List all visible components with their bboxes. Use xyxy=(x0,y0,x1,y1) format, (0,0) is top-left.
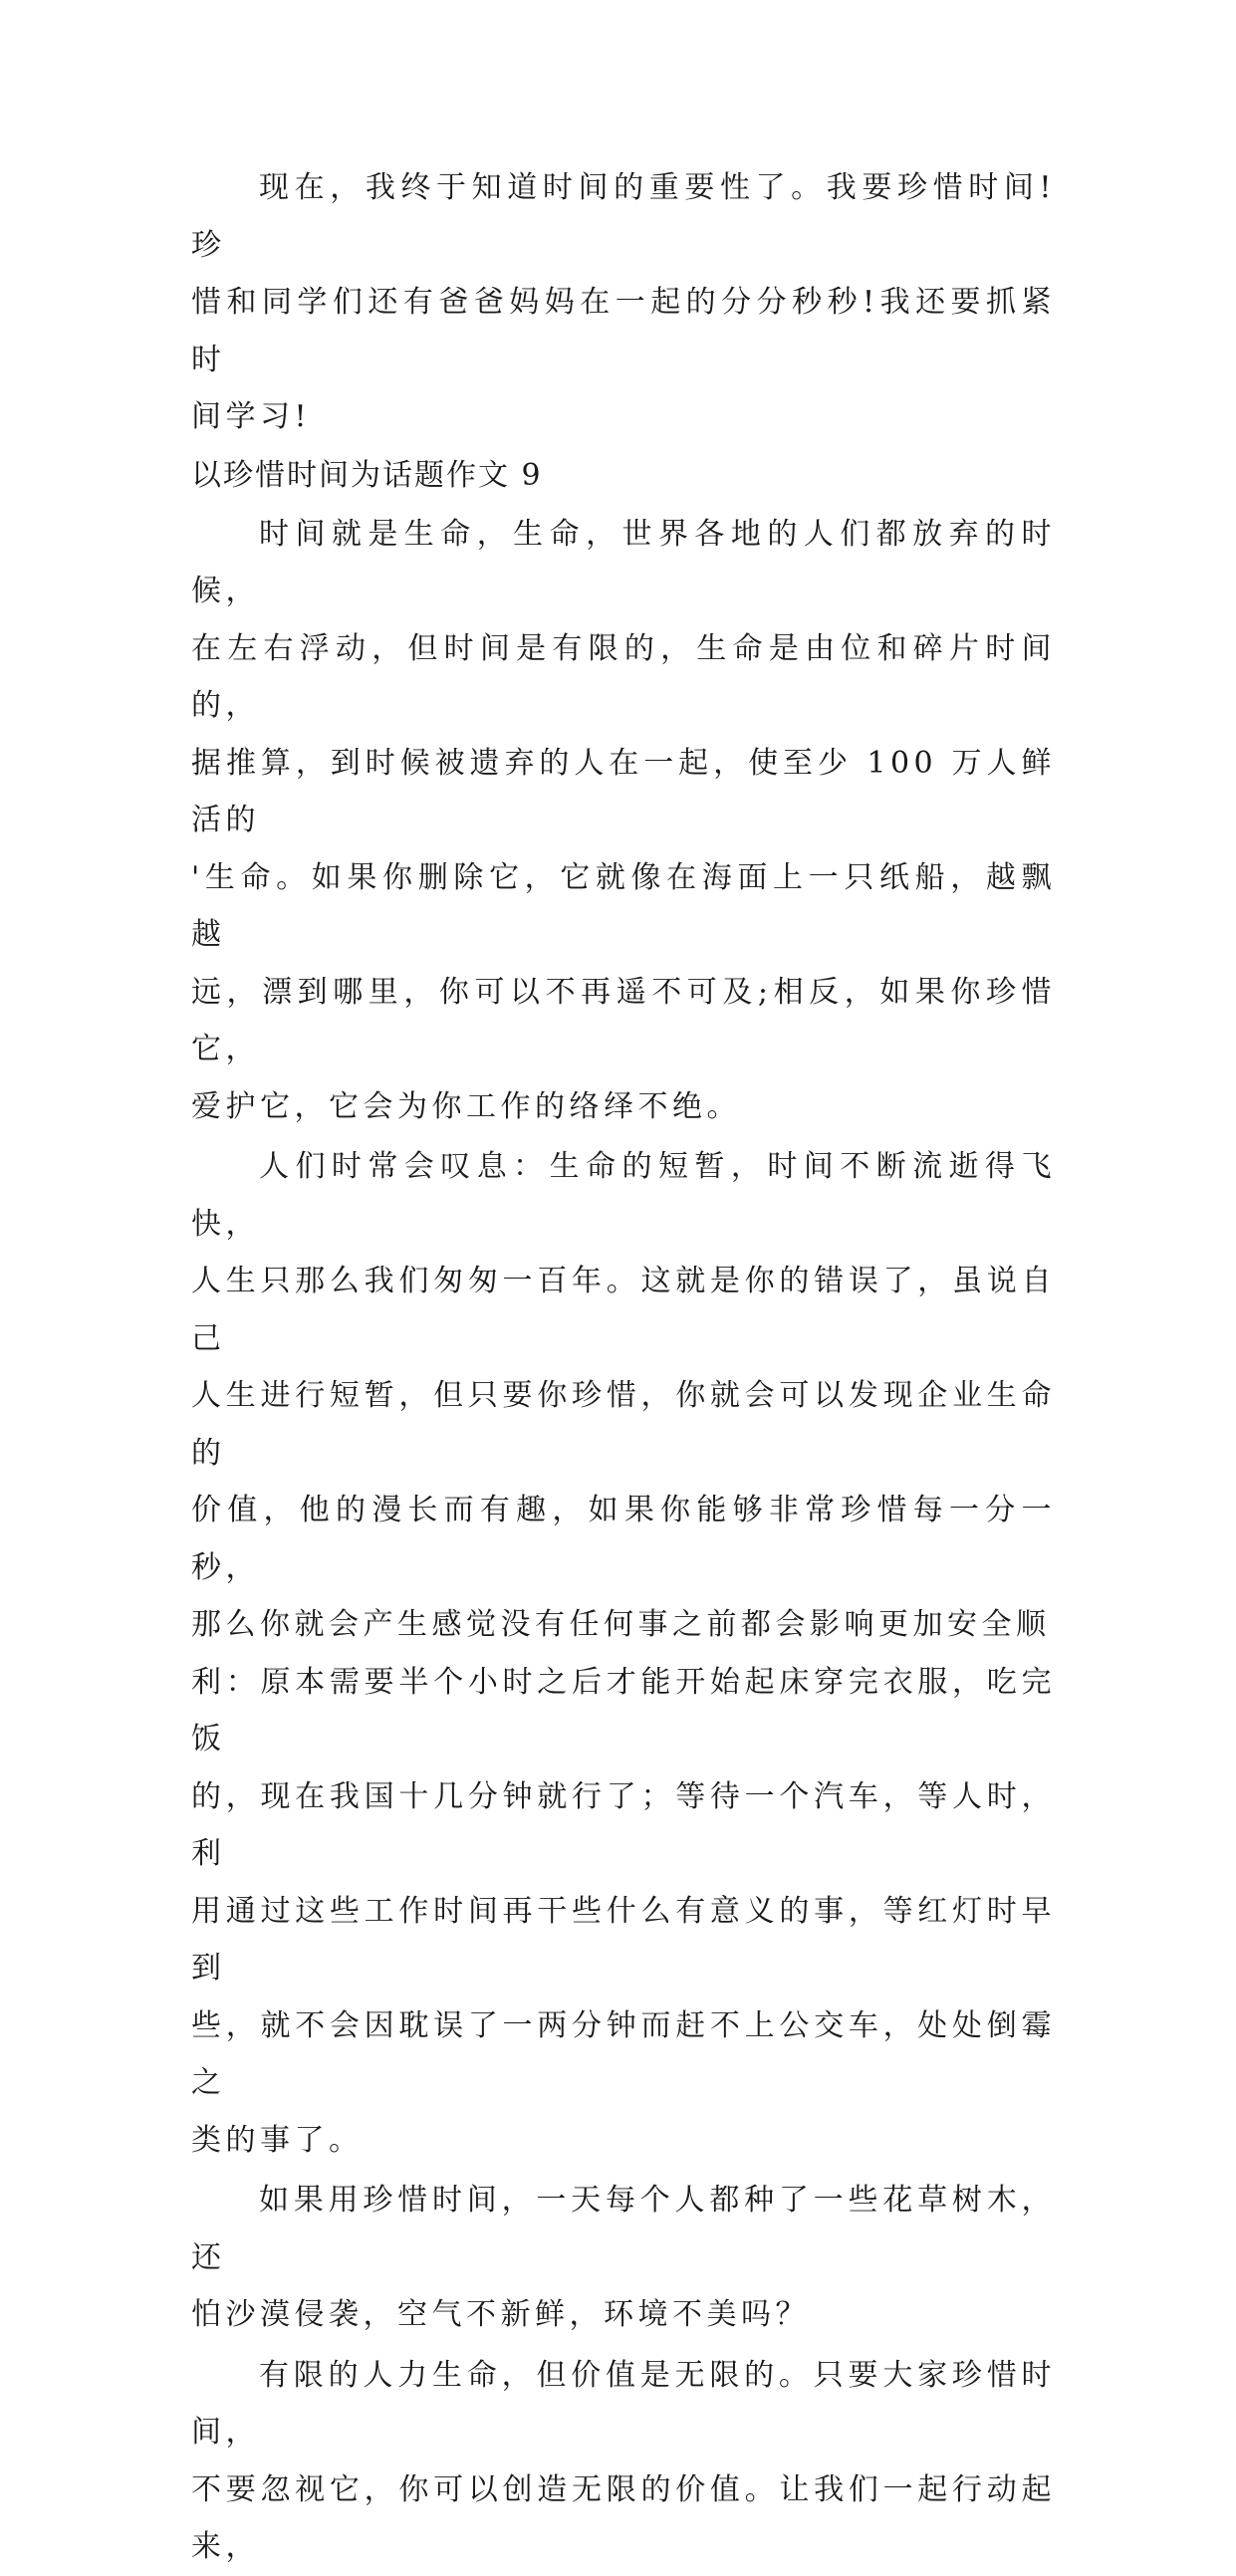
paragraph-time-is-life: 时间就是生命，生命，世界各地的人们都放弃的时候， 在左右浮动，但时间是有限的，生命是由位和碎片时间的， 据推算，到时候被遗弃的人在一起，使至少 100 万人鲜活的 '生命。如果你删除它，它就像在海面上一只纸船，越飘越 远，漂到哪里，你可以不再遥不可及;相反，如果你珍惜它， 爱护它，它会为你工作的络绎不绝。 xyxy=(191,516,1056,1124)
essay-heading: 以珍惜时间为话题作文 9 xyxy=(191,457,543,493)
paragraph-people-sigh: 人们时常会叹息：生命的短暂，时间不断流逝得飞快， 人生只那么我们匆匆一百年。这就是你的错误了，虽说自己 人生进行短暂，但只要你珍惜，你就会可以发现企业生命的 价值，他的漫长而有趣，如果你能够非常珍惜每一分一秒， 那么你就会产生感觉没有任何事之前都会影响更加安全顺 利：原本需要半个小时之后才能开始起床穿完衣服，吃完饭 的，现在我国十几分钟就行了；等待一个汽车，等人时，利 用通过这些工作时间再干些什么有意义的事，等红灯时早到 些，就不会因耽误了一两分钟而赶不上公交车，处处倒霉之 类的事了。 xyxy=(191,1149,1056,2158)
paragraph-conclusion: 现在，我终于知道时间的重要性了。我要珍惜时间!珍 惜和同学们还有爸爸妈妈在一起的分分秒秒!我还要抓紧时 间学习! xyxy=(191,170,1056,434)
paragraph-limited-life: 有限的人力生命，但价值是无限的。只要大家珍惜时间， 不要忽视它，你可以创造无限的价值。让我们一起行动起来， xyxy=(191,2357,1056,2564)
document-page xyxy=(191,159,1056,2564)
paragraph-plant-trees: 如果用珍惜时间，一天每个人都种了一些花草树木，还 怕沙漠侵袭，空气不新鲜，环境不美吗？ xyxy=(191,2183,1056,2332)
